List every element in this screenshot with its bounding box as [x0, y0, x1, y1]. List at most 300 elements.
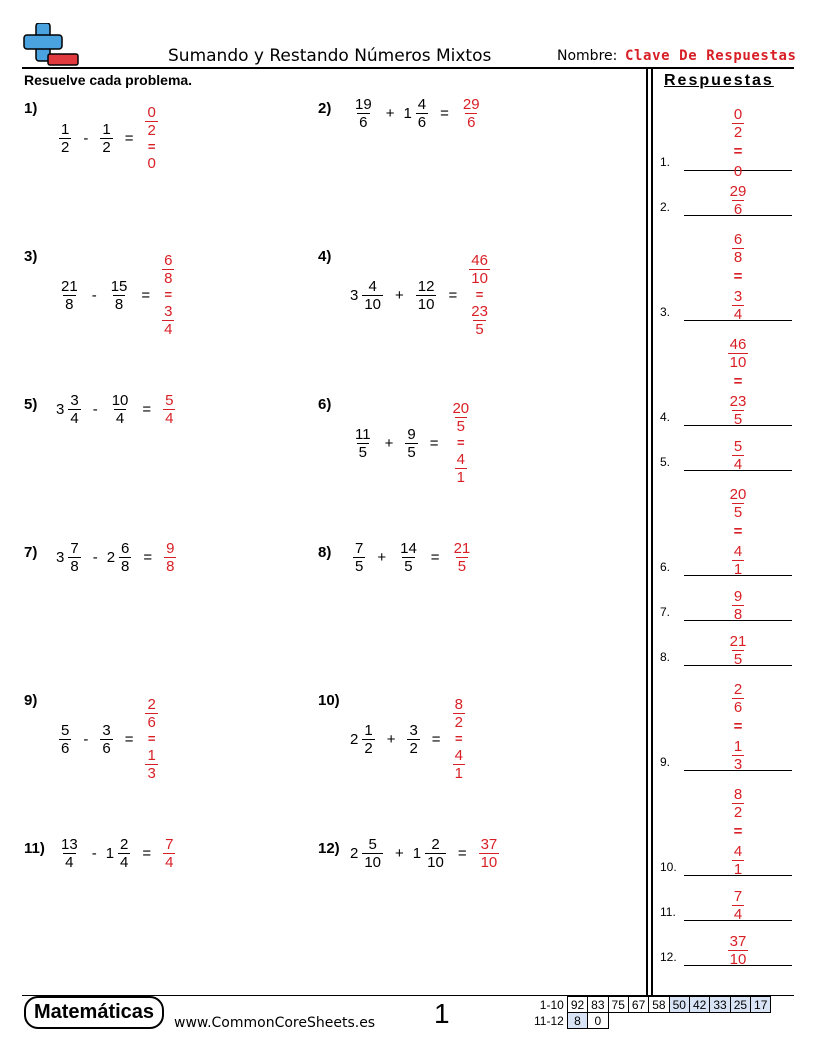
- score-row: [531, 997, 771, 1013]
- denominator: 10: [364, 854, 382, 871]
- answer-key-label: 3.: [660, 305, 671, 319]
- answer-key-value: [684, 183, 792, 218]
- problem-number: 10): [318, 692, 340, 709]
- answer-fraction: [162, 252, 174, 287]
- column-divider-right: [651, 68, 653, 996]
- answer: [447, 400, 474, 486]
- answer-fraction: [145, 104, 157, 139]
- numerator: 7: [733, 888, 743, 905]
- denominator: 10: [427, 854, 444, 871]
- plus-minus-logo-icon: [22, 23, 80, 69]
- answer-fraction: [164, 540, 176, 575]
- numerator: 29: [462, 96, 480, 113]
- operator: +: [377, 549, 387, 566]
- answer-key-label: 11.: [660, 905, 676, 919]
- operator: +: [386, 730, 396, 748]
- numerator: 23: [729, 393, 747, 410]
- answer-equals: =: [457, 435, 465, 450]
- denominator: 3: [733, 756, 743, 773]
- score-cell: 83: [588, 997, 608, 1013]
- problem-expression: [350, 96, 485, 131]
- numerator: 4: [456, 451, 465, 468]
- answer-key-label: 12.: [660, 950, 677, 964]
- answer-key-value: [684, 588, 792, 623]
- answer-equals: =: [475, 287, 484, 302]
- score-cell: 33: [710, 997, 730, 1013]
- key-equals: =: [733, 823, 743, 840]
- equals-sign: =: [142, 845, 152, 862]
- fraction-b: [416, 96, 428, 131]
- denominator: 4: [70, 410, 79, 427]
- key-fraction-simplified: [728, 393, 749, 428]
- numerator: 4: [733, 843, 743, 860]
- answer-fraction: [479, 836, 500, 871]
- key-fraction: [728, 933, 749, 968]
- answer-whole: 0: [147, 155, 156, 172]
- fraction-b: [416, 278, 437, 313]
- denominator: 5: [355, 558, 364, 575]
- numerator: 4: [454, 747, 463, 764]
- score-table: [531, 996, 771, 1029]
- denominator: 5: [733, 411, 743, 428]
- answer-key-label: 7.: [660, 605, 671, 619]
- operator: -: [83, 129, 89, 147]
- denominator: 6: [147, 714, 156, 731]
- denominator: 5: [456, 418, 465, 435]
- fraction-b: [100, 121, 112, 156]
- key-fraction: [732, 231, 744, 266]
- fraction-b: [109, 278, 130, 313]
- operator: +: [395, 286, 404, 304]
- fraction-a: [59, 836, 80, 871]
- denominator: 4: [164, 321, 173, 338]
- whole-number: 1: [105, 845, 115, 862]
- denominator: 8: [65, 295, 74, 313]
- denominator: 4: [165, 410, 174, 427]
- numerator: 6: [164, 252, 173, 269]
- answer-key-value: [684, 336, 792, 428]
- equals-sign: =: [430, 549, 440, 566]
- numerator: 4: [733, 543, 743, 560]
- denominator: 2: [102, 138, 111, 156]
- numerator: 12: [417, 277, 435, 295]
- answer-key-label: 10.: [660, 860, 677, 874]
- answer: [466, 252, 493, 338]
- fraction-b: [118, 836, 130, 871]
- numerator: 1: [364, 721, 373, 739]
- denominator: 4: [733, 456, 743, 473]
- answer-fraction-simplified: [162, 303, 174, 338]
- denominator: 8: [121, 558, 130, 575]
- fraction-a: [362, 722, 374, 757]
- fraction-a: [353, 96, 374, 131]
- score-cell: 50: [669, 997, 689, 1013]
- problem-expression: [56, 104, 161, 172]
- fraction-a: [59, 278, 80, 313]
- problem-number: 4): [318, 248, 332, 265]
- fraction-a: [362, 836, 383, 871]
- operator: -: [92, 401, 98, 418]
- denominator: 1: [733, 561, 743, 578]
- website-link[interactable]: www.CommonCoreSheets.es: [174, 1015, 376, 1031]
- problem-expression: [350, 696, 468, 782]
- denominator: 6: [733, 699, 743, 716]
- score-cell: 75: [608, 997, 628, 1013]
- numerator: 46: [729, 336, 747, 353]
- denominator: 2: [454, 714, 463, 731]
- problem-number: 2): [318, 100, 332, 117]
- key-final: 0: [733, 163, 743, 180]
- denominator: 6: [359, 114, 368, 131]
- key-fraction: [732, 588, 744, 623]
- numerator: 1: [733, 738, 743, 755]
- answer-fraction-simplified: [455, 451, 467, 486]
- answer-key-label: 1.: [660, 155, 671, 169]
- problem-number: 8): [318, 544, 332, 561]
- numerator: 21: [453, 540, 471, 557]
- answer-fraction-simplified: [469, 303, 490, 338]
- equals-sign: =: [124, 730, 134, 748]
- score-row-label: 1-10: [539, 997, 564, 1012]
- answer: [458, 96, 485, 131]
- whole-number: 2: [350, 845, 359, 862]
- problem-expression: [56, 392, 178, 427]
- denominator: 10: [729, 354, 747, 371]
- denominator: 10: [729, 951, 747, 968]
- answer-fraction: [163, 836, 175, 871]
- operator: +: [385, 105, 395, 122]
- answer-fraction: [453, 696, 465, 731]
- answer-fraction: [450, 400, 471, 435]
- denominator: 4: [115, 410, 125, 427]
- operator: +: [384, 434, 394, 452]
- key-equals: =: [733, 143, 743, 160]
- page-title: Sumando y Restando Números Mixtos: [168, 46, 492, 66]
- whole-number: 2: [350, 730, 359, 748]
- numerator: 4: [417, 96, 427, 113]
- score-cell: 92: [567, 997, 587, 1013]
- problem-number: 1): [24, 100, 38, 117]
- fraction-b: [405, 426, 417, 461]
- denominator: 1: [733, 861, 743, 878]
- equals-sign: =: [124, 129, 134, 147]
- score-cell: 8: [567, 1013, 587, 1029]
- key-equals: =: [733, 523, 743, 540]
- denominator: 6: [61, 739, 70, 757]
- header-rule: [22, 67, 794, 69]
- problem-number: 6): [318, 396, 332, 413]
- denominator: 5: [404, 558, 413, 575]
- numerator: 7: [355, 540, 364, 557]
- denominator: 2: [147, 122, 156, 139]
- numerator: 10: [111, 392, 129, 409]
- denominator: 6: [102, 739, 111, 757]
- answer-fraction-simplified: [453, 747, 465, 782]
- denominator: 1: [456, 469, 465, 486]
- fraction-b: [119, 540, 131, 575]
- denominator: 3: [147, 765, 156, 782]
- fraction-a: [353, 426, 373, 461]
- key-fraction-simplified: [732, 843, 744, 878]
- fraction-a: [362, 278, 383, 313]
- score-cell: 25: [730, 997, 750, 1013]
- denominator: 5: [407, 443, 416, 461]
- denominator: 4: [165, 854, 174, 871]
- answer: [476, 836, 503, 871]
- numerator: 2: [431, 836, 440, 853]
- denominator: 1: [454, 765, 463, 782]
- key-fraction-simplified: [732, 738, 744, 773]
- problem-number: 7): [24, 544, 38, 561]
- denominator: 5: [358, 443, 367, 461]
- equals-sign: =: [431, 730, 441, 748]
- denominator: 10: [417, 295, 435, 313]
- equals-sign: =: [142, 401, 152, 418]
- key-fraction: [732, 438, 744, 473]
- equals-sign: =: [448, 286, 458, 304]
- key-fraction: [732, 681, 744, 716]
- score-row-label: 11-12: [534, 1013, 564, 1028]
- problem-number: 5): [24, 396, 38, 413]
- fraction-b: [425, 836, 446, 871]
- whole-number: 3: [350, 286, 359, 304]
- fraction-a: [59, 722, 71, 757]
- answer-equals: =: [147, 731, 156, 746]
- numerator: 2: [120, 836, 129, 853]
- problem-expression: [350, 400, 474, 486]
- fraction-a: [68, 392, 80, 427]
- key-fraction: [728, 336, 749, 371]
- problem-expression: [56, 252, 177, 338]
- denominator: 2: [364, 739, 373, 757]
- numerator: 5: [165, 392, 174, 409]
- page-number: 1: [434, 998, 450, 1029]
- denominator: 4: [65, 854, 74, 871]
- problem-expression: [56, 540, 179, 575]
- numerator: 5: [61, 721, 70, 739]
- numerator: 0: [733, 106, 743, 123]
- numerator: 20: [452, 400, 470, 417]
- numerator: 14: [400, 540, 417, 557]
- answer-key-value: [684, 681, 792, 773]
- numerator: 6: [121, 540, 130, 557]
- denominator: 5: [457, 558, 467, 575]
- answer: [159, 252, 177, 338]
- key-fraction: [728, 486, 749, 521]
- denominator: 6: [417, 114, 427, 131]
- problem-expression: [350, 252, 493, 338]
- answer-key-value: [684, 486, 792, 578]
- answer-fraction: [469, 252, 490, 287]
- answer-key-label: 5.: [660, 455, 671, 469]
- answer: [142, 104, 160, 172]
- numerator: 2: [147, 696, 156, 713]
- answer-key-value: [684, 633, 792, 668]
- whole-number: 1: [412, 845, 422, 862]
- numerator: 9: [166, 540, 175, 557]
- answer-key-label: 4.: [660, 410, 671, 424]
- numerator: 9: [733, 588, 743, 605]
- equals-sign: =: [457, 845, 467, 862]
- numerator: 2: [733, 681, 743, 698]
- key-equals: =: [733, 268, 743, 285]
- denominator: 8: [70, 558, 79, 575]
- numerator: 3: [409, 721, 418, 739]
- denominator: 5: [475, 321, 484, 338]
- key-fraction: [732, 888, 744, 923]
- numerator: 9: [407, 425, 416, 443]
- key-fraction: [728, 183, 749, 218]
- answer-equals: =: [147, 139, 156, 154]
- operator: -: [83, 730, 89, 748]
- numerator: 13: [61, 836, 78, 853]
- denominator: 4: [733, 906, 743, 923]
- answer-key-value: [684, 231, 792, 323]
- answer-fraction: [163, 392, 175, 427]
- denominator: 10: [471, 270, 488, 287]
- answer: [142, 696, 160, 782]
- problem-expression: [56, 836, 178, 871]
- operator: -: [91, 845, 97, 862]
- whole-number: 1: [403, 105, 412, 122]
- denominator: 4: [120, 854, 129, 871]
- answer-key-label: 9.: [660, 755, 671, 769]
- whole-number: 2: [106, 549, 116, 566]
- numerator: 11: [355, 425, 371, 443]
- fraction-b: [398, 540, 419, 575]
- numerator: 1: [61, 120, 70, 138]
- instructions: Resuelve cada problema.: [24, 72, 193, 88]
- answer-fraction-simplified: [145, 747, 157, 782]
- numerator: 29: [729, 183, 747, 200]
- numerator: 19: [355, 96, 372, 113]
- numerator: 8: [733, 786, 743, 803]
- equals-sign: =: [141, 286, 151, 304]
- operator: +: [395, 845, 404, 862]
- numerator: 21: [729, 633, 747, 650]
- numerator: 46: [471, 252, 488, 269]
- numerator: 37: [480, 836, 498, 853]
- whole-number: 3: [56, 401, 65, 418]
- numerator: 3: [733, 288, 743, 305]
- score-cell: 58: [649, 997, 669, 1013]
- numerator: 1: [147, 747, 156, 764]
- answer-key-value: [684, 438, 792, 473]
- numerator: 23: [471, 303, 488, 320]
- numerator: 5: [733, 438, 743, 455]
- numerator: 21: [61, 277, 78, 295]
- numerator: 7: [165, 836, 174, 853]
- answer-key-label: 8.: [660, 650, 671, 664]
- numerator: 3: [70, 392, 79, 409]
- brand-badge: Matemáticas: [24, 996, 164, 1029]
- answer: [161, 540, 179, 575]
- operator: -: [91, 286, 97, 304]
- answer-fraction: [461, 96, 482, 131]
- answer: [450, 696, 468, 782]
- answer-equals: =: [164, 287, 173, 302]
- name-value: Clave De Respuestas: [625, 48, 797, 64]
- problem-expression: [350, 540, 475, 575]
- denominator: 2: [733, 124, 743, 141]
- answer-fraction: [452, 540, 473, 575]
- denominator: 4: [733, 306, 743, 323]
- denominator: 8: [166, 558, 175, 575]
- key-equals: =: [733, 373, 743, 390]
- answer: [160, 392, 178, 427]
- denominator: 8: [733, 606, 743, 623]
- numerator: 5: [368, 836, 377, 853]
- denominator: 2: [61, 138, 70, 156]
- problem-number: 12): [318, 840, 340, 857]
- numerator: 0: [147, 104, 156, 121]
- problem-number: 11): [24, 840, 45, 857]
- fraction-a: [68, 540, 80, 575]
- denominator: 2: [733, 804, 743, 821]
- fraction-b: [110, 392, 131, 427]
- denominator: 8: [164, 270, 173, 287]
- numerator: 37: [729, 933, 747, 950]
- numerator: 8: [454, 696, 463, 713]
- equals-sign: =: [429, 434, 439, 452]
- whole-number: 3: [56, 549, 65, 566]
- problem-expression: [56, 696, 161, 782]
- equals-sign: =: [440, 105, 449, 122]
- denominator: 6: [733, 201, 743, 218]
- problem-number: 9): [24, 692, 38, 709]
- numerator: 20: [729, 486, 747, 503]
- score-cell: 17: [751, 997, 771, 1013]
- answer-fraction: [145, 696, 157, 731]
- denominator: 6: [467, 114, 476, 131]
- key-fraction-simplified: [732, 543, 744, 578]
- denominator: 5: [733, 504, 743, 521]
- score-cell: 0: [588, 1013, 608, 1029]
- denominator: 8: [114, 295, 124, 313]
- numerator: 3: [102, 721, 111, 739]
- key-fraction-simplified: [732, 288, 744, 323]
- denominator: 2: [409, 739, 418, 757]
- denominator: 5: [733, 651, 743, 668]
- numerator: 4: [368, 277, 377, 295]
- answer: [160, 836, 178, 871]
- score-row: [531, 1013, 771, 1029]
- numerator: 1: [102, 120, 111, 138]
- column-divider-left: [646, 68, 648, 996]
- equals-sign: =: [143, 549, 153, 566]
- name-label: Nombre:: [557, 48, 618, 64]
- fraction-b: [407, 722, 419, 757]
- denominator: 8: [733, 249, 743, 266]
- numerator: 15: [110, 277, 128, 295]
- key-fraction: [732, 106, 744, 141]
- fraction-b: [100, 722, 112, 757]
- answer-key-label: 2.: [660, 200, 671, 214]
- answer: [449, 540, 476, 575]
- key-fraction: [732, 786, 744, 821]
- fraction-a: [59, 121, 71, 156]
- score-cell: 42: [689, 997, 709, 1013]
- answer-key-value: [684, 106, 792, 180]
- denominator: 10: [364, 295, 382, 313]
- answer-key-value: [684, 786, 792, 878]
- answer-key-value: [684, 888, 792, 923]
- numerator: 7: [70, 540, 79, 557]
- key-fraction: [728, 633, 749, 668]
- denominator: 10: [480, 854, 498, 871]
- fraction-a: [353, 540, 365, 575]
- numerator: 6: [733, 231, 743, 248]
